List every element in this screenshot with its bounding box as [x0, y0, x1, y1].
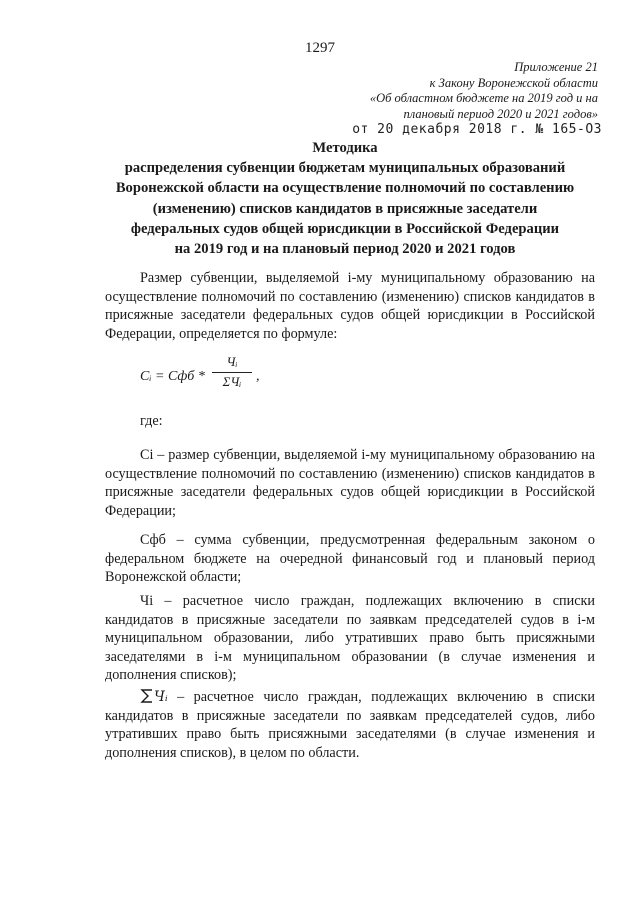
page-number: 1297	[305, 40, 335, 56]
appendix-line: к Закону Воронежской области	[429, 75, 598, 90]
formula-fraction	[210, 354, 254, 390]
title-line: распределения субвенции бюджетам муниципальных образований	[124, 160, 566, 177]
formula-numerator: Чᵢ	[226, 354, 238, 369]
sum-symbol: Чᵢ	[154, 689, 168, 705]
sigma-icon	[140, 688, 154, 704]
formula-denominator: ΣЧᵢ	[222, 374, 242, 389]
title-line: Воронежской области на осуществление полномочий по составлению	[115, 180, 575, 197]
appendix-line: плановый период 2020 и 2021 годов»	[403, 106, 598, 121]
appendix-line: Приложение 21	[514, 60, 598, 74]
where-label: где:	[140, 413, 163, 429]
title-line: Методика	[312, 140, 378, 156]
intro-paragraph: Размер субвенции, выделяемой i-му муниципальному образованию на осуществление полномочий по составлению (изменению) списков кандидатов в присяжные заседатели федеральных судов общей юрисдикции в Российской Федерации, определяется по формуле:	[105, 270, 595, 342]
document-title	[100, 138, 590, 259]
title-line: федеральных судов общей юрисдикции в Российской Федерации	[130, 220, 560, 237]
formula-tail: ,	[256, 369, 260, 384]
title-line: (изменению) списков кандидатов в присяжные заседатели	[152, 200, 538, 217]
registration-stamp: от 20 декабря 2018 г. № 165-ОЗ	[352, 122, 602, 137]
appendix-reference	[370, 60, 598, 122]
definition-ci: Сi – размер субвенции, выделяемой i-му муниципальному образованию на осуществление полномочий по составлению (изменению) списков кандидатов в присяжные заседатели федеральных судов общей юрисдикции в Российской Федерации;	[105, 447, 595, 519]
definition-sum	[105, 688, 595, 762]
title-line: на 2019 год и на плановый период 2020 и 2021 годов	[174, 241, 516, 258]
sum-definition-text: – расчетное число граждан, подлежащих включению в списки кандидатов в присяжные заседатели по заявкам председателей судов, либо утративших право быть присяжными заседателями (в случае изменения и дополнения списков), в целом по области.	[105, 689, 595, 761]
formula	[140, 354, 340, 404]
formula-lhs: Cᵢ = Cфб *	[140, 369, 205, 384]
definition-cfb: Сфб – сумма субвенции, предусмотренная федеральным законом о федеральном бюджете на очередной финансовый год и плановый период Воронежской области;	[105, 532, 595, 585]
appendix-line: «Об областном бюджете на 2019 год и на	[369, 91, 598, 105]
definition-chi: Чi – расчетное число граждан, подлежащих включению в списки кандидатов в присяжные заседатели по заявкам председателей судов в i-м муниципальном образовании, либо утративших право быть присяжными заседателями в i-м муниципальном образовании (в случае изменения и дополнения списков);	[105, 593, 595, 683]
